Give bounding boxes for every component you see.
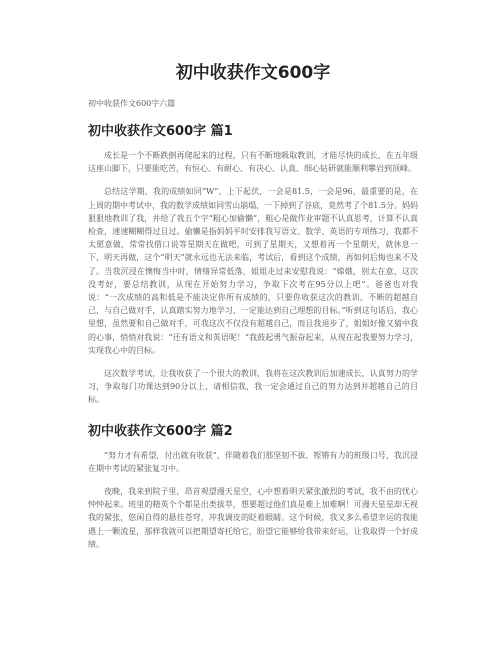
- section-2-paragraph-2: 夜晚，我来到院子里，昂首观望漫天星空，心中想着明天紧张激烈的考试，我不由的忧心忡忡起来。班里的精英个个都是出类拔萃，想要超过他们真是难上加难啊！可漫天星星却无视我的紧张，悠闲自得的悬挂苍穹，冲我调皮的眨着眼睛。这个时候，我又多么希望幸运的我能遇上一颗流星，那样我就可以把期望寄托给它，盼望它能够给我带来好运，让我取得一个好成绩。: [88, 487, 418, 549]
- section-1-paragraph-1: 成长是一个不断跌倒再爬起来的过程，只有不断地吸取教训，才能尽快的成长，在五年级这座山脚下，只要能吃苦，有恒心、有耐心、有决心、认真、细心钻研就能顺利攀岩到顶峰。: [88, 151, 418, 174]
- document-title: 初中收获作文600字: [175, 63, 331, 83]
- section-1-paragraph-3: 这次数学考试，让我收获了一个很大的教训，我将在这次教训后加速成长，认真努力的学习，争取每门功课达到90分以上，请相信我，我一定会通过自己的努力达到并超越自己的目标。: [88, 369, 418, 405]
- section-heading-1: 初中收获作文600字 篇1: [88, 124, 233, 139]
- document-subtitle: 初中收获作文600字六篇: [88, 99, 176, 108]
- section-1-paragraph-2: 总结这学期，我的成绩如同“W”，上下起伏，一会是81.5，一会是96，最重要的是，在上周的期中考试中，我的数学成绩如同雪山崩塌，一下掉到了谷底，竟然考了个81.5分。妈妈狠狠地教训了我，并给了我五个字“粗心加偷懒”，粗心是做作业审题不认真思考，计算不认真检查，速速糊糊得过且过。偷懒是指妈妈平时安排我写语文、数学、英语的专项练习，我都不太愿意做，常常找借口说等星期天在做吧，可到了星期天，又想着再一个星期天，就休息一下，明天再做，这个“明天”就永远也无法来临，考试后，看到这个成绩，再如何后悔也来不及了。当我沉浸在懊悔当中时，情绪异常低落，姐姐走过来安慰我说：“嫦娥，别太在意，这次没考好，要总结教训，从现在开始努力学习，争取下次考在95分以上吧”。爸爸也对我说：“一次成绩的高和低是不能决定你所有成绩的，只要你收获这次的教训，不断的超越自己，与自己做对手，认真踏实努力地学习，一定能达到自己理想的目标。”听到这句话后，我心里想，虽然要和自己做对手，可我这次不仅没有超越自己，而且我退步了，姐姐好像又猜中我的心事，悄悄对我说：“还有语文和英语呢！”我鼓起勇气振奋起来，从现在起我要努力学习，实现我心中的目标。: [88, 187, 418, 355]
- section-2-paragraph-1: “努力才有希望，付出就有收获”，伴随着我们那坚韧不拔、铿锵有力的班级口号，我沉浸在期中考试的紧张复习中。: [88, 450, 418, 473]
- section-heading-2: 初中收获作文600字 篇2: [88, 423, 233, 439]
